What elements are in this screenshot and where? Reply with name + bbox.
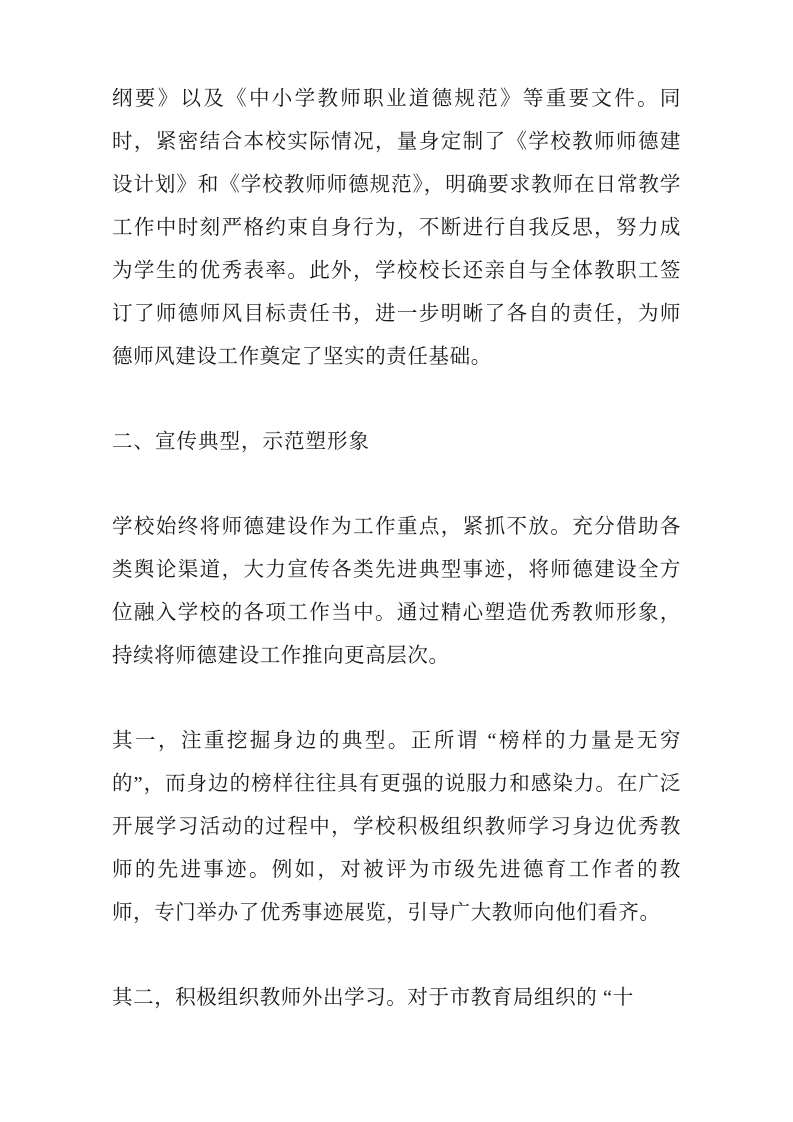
- section-spacer: [112, 407, 681, 421]
- paragraph-publicity-focus: 学校始终将师德建设作为工作重点，紧抓不放。充分借助各类舆论渠道，大力宣传各类先进典型事迹，将师德建设全方位融入学校的各项工作当中。通过精心塑造优秀教师形象，持续将师德建设工作推向更高层次。: [112, 516, 681, 667]
- heading-spacer: [112, 492, 681, 506]
- document-body: [112, 78, 681, 1020]
- paragraph-continued-policy-documents: 纲要》以及《中小学教师职业道德规范》等重要文件。同时，紧密结合本校实际情况，量身定制了《学校教师师德建设计划》和《学校教师师德规范》，明确要求教师在日常教学工作中时刻严格约束自身行为，不断进行自我反思，努力成为学生的优秀表率。此外，学校校长还亲自与全体教职工签订了师德师风目标责任书，进一步明晰了各自的责任，为师德师风建设工作奠定了坚实的责任基础。: [112, 88, 681, 368]
- paragraph-spacer-2: [112, 963, 681, 977]
- paragraph-point-two: 其二，积极组织教师外出学习。对于市教育局组织的 “十: [112, 987, 634, 1009]
- section-heading-two: 二、宣传典型，示范塑形象: [112, 431, 370, 453]
- paragraph-point-one: 其一，注重挖掘身边的典型。正所谓 “榜样的力量是无穷的”，而身边的榜样往往具有更强的说服力和感染力。在广泛开展学习活动的过程中，学校积极组织教师学习身边优秀教师的先进事迹。例如，对被评为市级先进德育工作者的教师，专门举办了优秀事迹展览，引导广大教师向他们看齐。: [112, 730, 681, 924]
- paragraph-spacer-1: [112, 706, 681, 720]
